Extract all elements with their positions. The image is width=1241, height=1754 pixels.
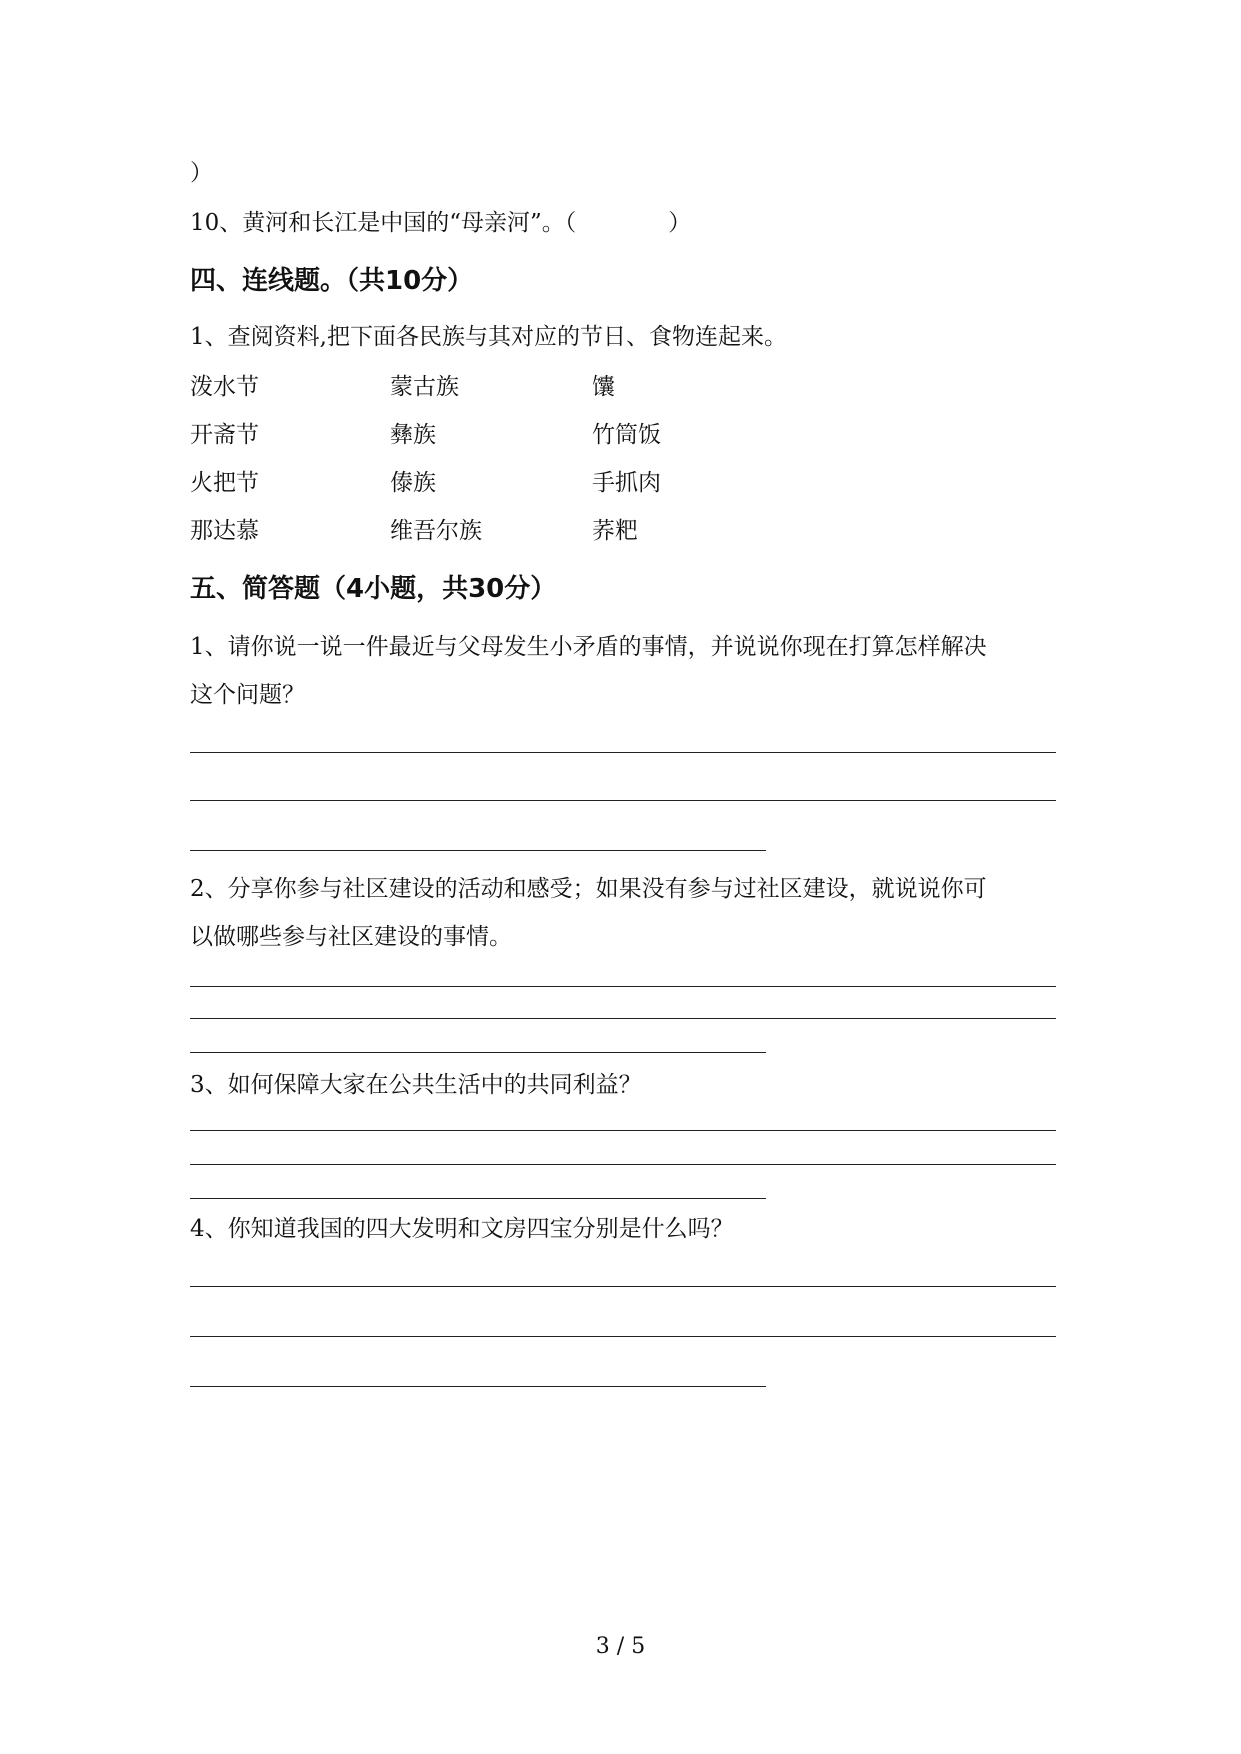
festival-item: 开斋节 (190, 422, 259, 448)
continuation-paren: ） (190, 160, 213, 186)
answer-line (190, 1286, 1056, 1287)
answer-line (190, 850, 766, 851)
answer-line (190, 752, 1056, 753)
question-5-1-line1: 1、请你说一说一件最近与父母发生小矛盾的事情，并说说你现在打算怎样解决 (190, 634, 987, 660)
people-item: 傣族 (390, 470, 436, 496)
festival-item: 泼水节 (190, 374, 259, 400)
section-4-title: 四、连线题。（共10分） (190, 266, 474, 296)
answer-line (190, 1052, 766, 1053)
answer-line (190, 1018, 1056, 1019)
question-5-2-line1: 2、分享你参与社区建设的活动和感受；如果没有参与过社区建设，就说说你可 (190, 876, 987, 902)
people-item: 彝族 (390, 422, 436, 448)
question-5-3: 3、如何保障大家在公共生活中的共同利益？ (190, 1072, 642, 1098)
answer-line (190, 1386, 766, 1387)
food-item: 荞粑 (592, 518, 638, 544)
matching-prompt: 1、查阅资料,把下面各民族与其对应的节日、食物连起来。 (190, 324, 787, 350)
food-item: 馕 (592, 374, 615, 400)
festival-item: 火把节 (190, 470, 259, 496)
people-item: 维吾尔族 (390, 518, 482, 544)
food-item: 手抓肉 (592, 470, 661, 496)
answer-line (190, 800, 1056, 801)
question-10: 10、黄河和长江是中国的“母亲河”。（ ） (190, 210, 692, 236)
answer-line (190, 1164, 1056, 1165)
page-number: 3 / 5 (595, 1634, 646, 1659)
festival-item: 那达慕 (190, 518, 259, 544)
answer-line (190, 1198, 766, 1199)
answer-line (190, 1336, 1056, 1337)
answer-line (190, 1130, 1056, 1131)
people-item: 蒙古族 (390, 374, 459, 400)
question-5-2-line2: 以做哪些参与社区建设的事情。 (190, 924, 512, 950)
answer-line (190, 986, 1056, 987)
section-5-title: 五、简答题（4小题，共30分） (190, 574, 557, 604)
question-5-4: 4、你知道我国的四大发明和文房四宝分别是什么吗？ (190, 1216, 734, 1242)
question-5-1-line2: 这个问题？ (190, 682, 305, 708)
food-item: 竹筒饭 (592, 422, 661, 448)
